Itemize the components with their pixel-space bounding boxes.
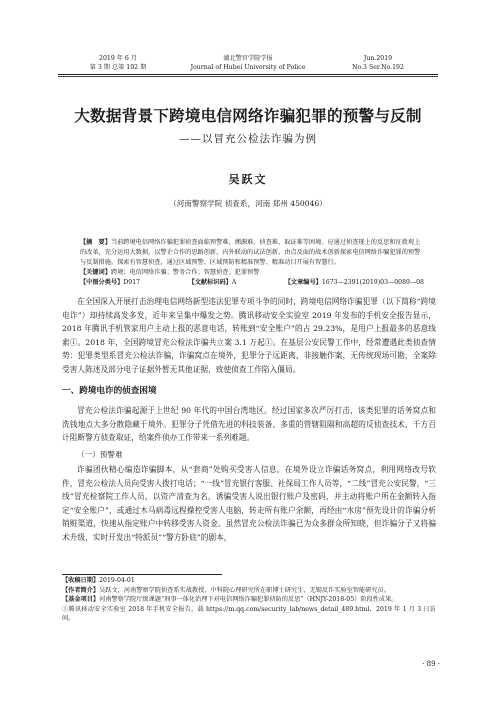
page-number: · 89 ·: [422, 660, 440, 668]
author-bio: 【作者简介】吴跃文，河南警察学院侦查系实战教授，中科院心理研究所在职博士研究生，无锡反诈实验室智能研究员。: [62, 586, 390, 594]
paper-title: 大数据背景下跨境电信网络诈骗犯罪的预警与反制: [74, 107, 422, 125]
author-name: 吴跃文: [228, 173, 268, 186]
article-id: 1673—2391(2019)03—0089—08: [321, 279, 424, 286]
paper-subtitle: ——以冒充公检法诈骗为例: [179, 133, 317, 145]
footnote-rule: [62, 574, 222, 575]
footnotes: [62, 576, 436, 624]
keywords-label: 【关键词】: [80, 269, 111, 276]
header-date-en: Jun.2019: [363, 55, 393, 62]
journal-header: [58, 54, 438, 72]
subsection-1-paragraph: 诈骗团伙精心编造诈骗脚本，从“套商”处购买受害人信息，在境外设立诈骗话务窝点，利用网络改号软件，冒充公检法人员向受害人拨打电话；“一线”冒充银行客服、社保局工作人员等，“二线”冒充公安民警，“三线”冒充检察院工作人员，以资产清查为名，诱骗受害人说出银行账户及密码，并主动将账户所在金额转入指定“安全账户”，或通过木马病毒远程操控受害人电脑，转走所有账户余额，再经由“水房”预先设计的诈骗分析销赃渠道，快速从指定账户中转移受害人资金。虽然冒充公检法诈骗已为众多群众所知晓，但诈骗分子又将骗术升级，实时开发出“特派员”“警方卧底”的剧本，: [62, 465, 436, 542]
header-rule: [58, 74, 438, 75]
keywords: 【关键词】跨境；电信网络诈骗；警务合作；智慧侦查；犯罪预警: [80, 269, 260, 276]
subsection-heading-1: （一）预警难: [77, 450, 123, 459]
header-journal-cn: 湖北警官学院学报: [223, 55, 273, 62]
doc-code: A: [231, 279, 237, 286]
abstract-block: [80, 238, 424, 288]
abstract-text: 【摘 要】当前跨境电信网络诈骗犯罪侦查面临预警难、溯源难、侦查难、取证难等困境。应通过侦查现上的反思和征拨观上的改革，充分运用大数据，以警企合作的思路创新、内外联动的试法创新、由点及面的战术创新探索电信网络诈骗犯罪的预警与反制措施。探索有智慧侦查，通过区域预警、区域预防和精准预警、精准动目开展有智慧行。: [80, 239, 421, 266]
abstract-label: 【摘 要】: [80, 239, 111, 246]
received-date: 【收稿日期】2019-04-01: [62, 577, 135, 584]
intro-paragraph: 在全国深入开展打击治理电信网络新型违法犯罪专项斗争的同时，跨境电信网络诈骗犯罪（以下简称“跨境电诈”）却持续高发多发，近年来呈集中爆发之势。腾讯移动安全实验室 2019 年发布的手机安全报告显示，2018 年腾讯手机管家用户主动上报的恶意电话，转账到“安全账户”的占 29.23%，是用户上报最多的恶意线索①。2018 年，全国跨境冒充公检法诈骗共立案 3.1 万起①。在基层公安民警工作中，经常遭遇此类侦查情势：犯罪类型系冒充公检法诈骗，诈骗窝点在境外，犯罪分子远距离、非接触作案，无传统现场可勘，全案除受害人陈述及部分电子证据外暂无其他证据，致使侦查工作陷入僵局。: [62, 297, 436, 374]
clc-number: D917: [123, 279, 141, 286]
section-heading-1: 一、跨境电诈的侦查困境: [62, 386, 157, 396]
header-journal-en: Journal of Hubei University of Police: [190, 64, 306, 71]
header-date: 2019 年 6 月: [99, 55, 137, 62]
header-issue: 第 3 期 总第 192 期: [89, 64, 147, 71]
section-1-paragraph: 冒充公检法诈骗起源于上世纪 90 年代的中国台湾地区。经过国家多次严厉打击，该类犯罪的话务窝点和洗钱地点大多分散隐藏于境外。犯罪分子凭借先进的科技装备、多重的管辖阻隔和高超的反侦查技术，千方百计阻断警方侦查取证，给案件侦办工作带来一系列难题。: [62, 406, 436, 442]
header-issue-en: No.3 Ser.No.192: [352, 64, 404, 71]
reference-note: ①腾讯移动安全实验室 2018 年手机安全报告，载 https://m.qq.com/security_lab/news_detail_489.html，2019 年 1 月 3 日访问。: [62, 605, 436, 623]
fund-project: 【基金项目】河南警察学院厅级课题“刑事一体化治理下对电信网络诈骗犯罪侦防的反思”（HNJY-2018-05）阶段性成果。: [62, 596, 398, 604]
classification-row: 【中图分类号】D917 【文献标识码】A 【文章编号】1673—2391(2019)03—0089—08: [80, 279, 424, 286]
author-affiliation: （河南警察学院 侦查系，河南 郑州 450046）: [169, 199, 327, 208]
header-rule-thin: [58, 76, 438, 77]
